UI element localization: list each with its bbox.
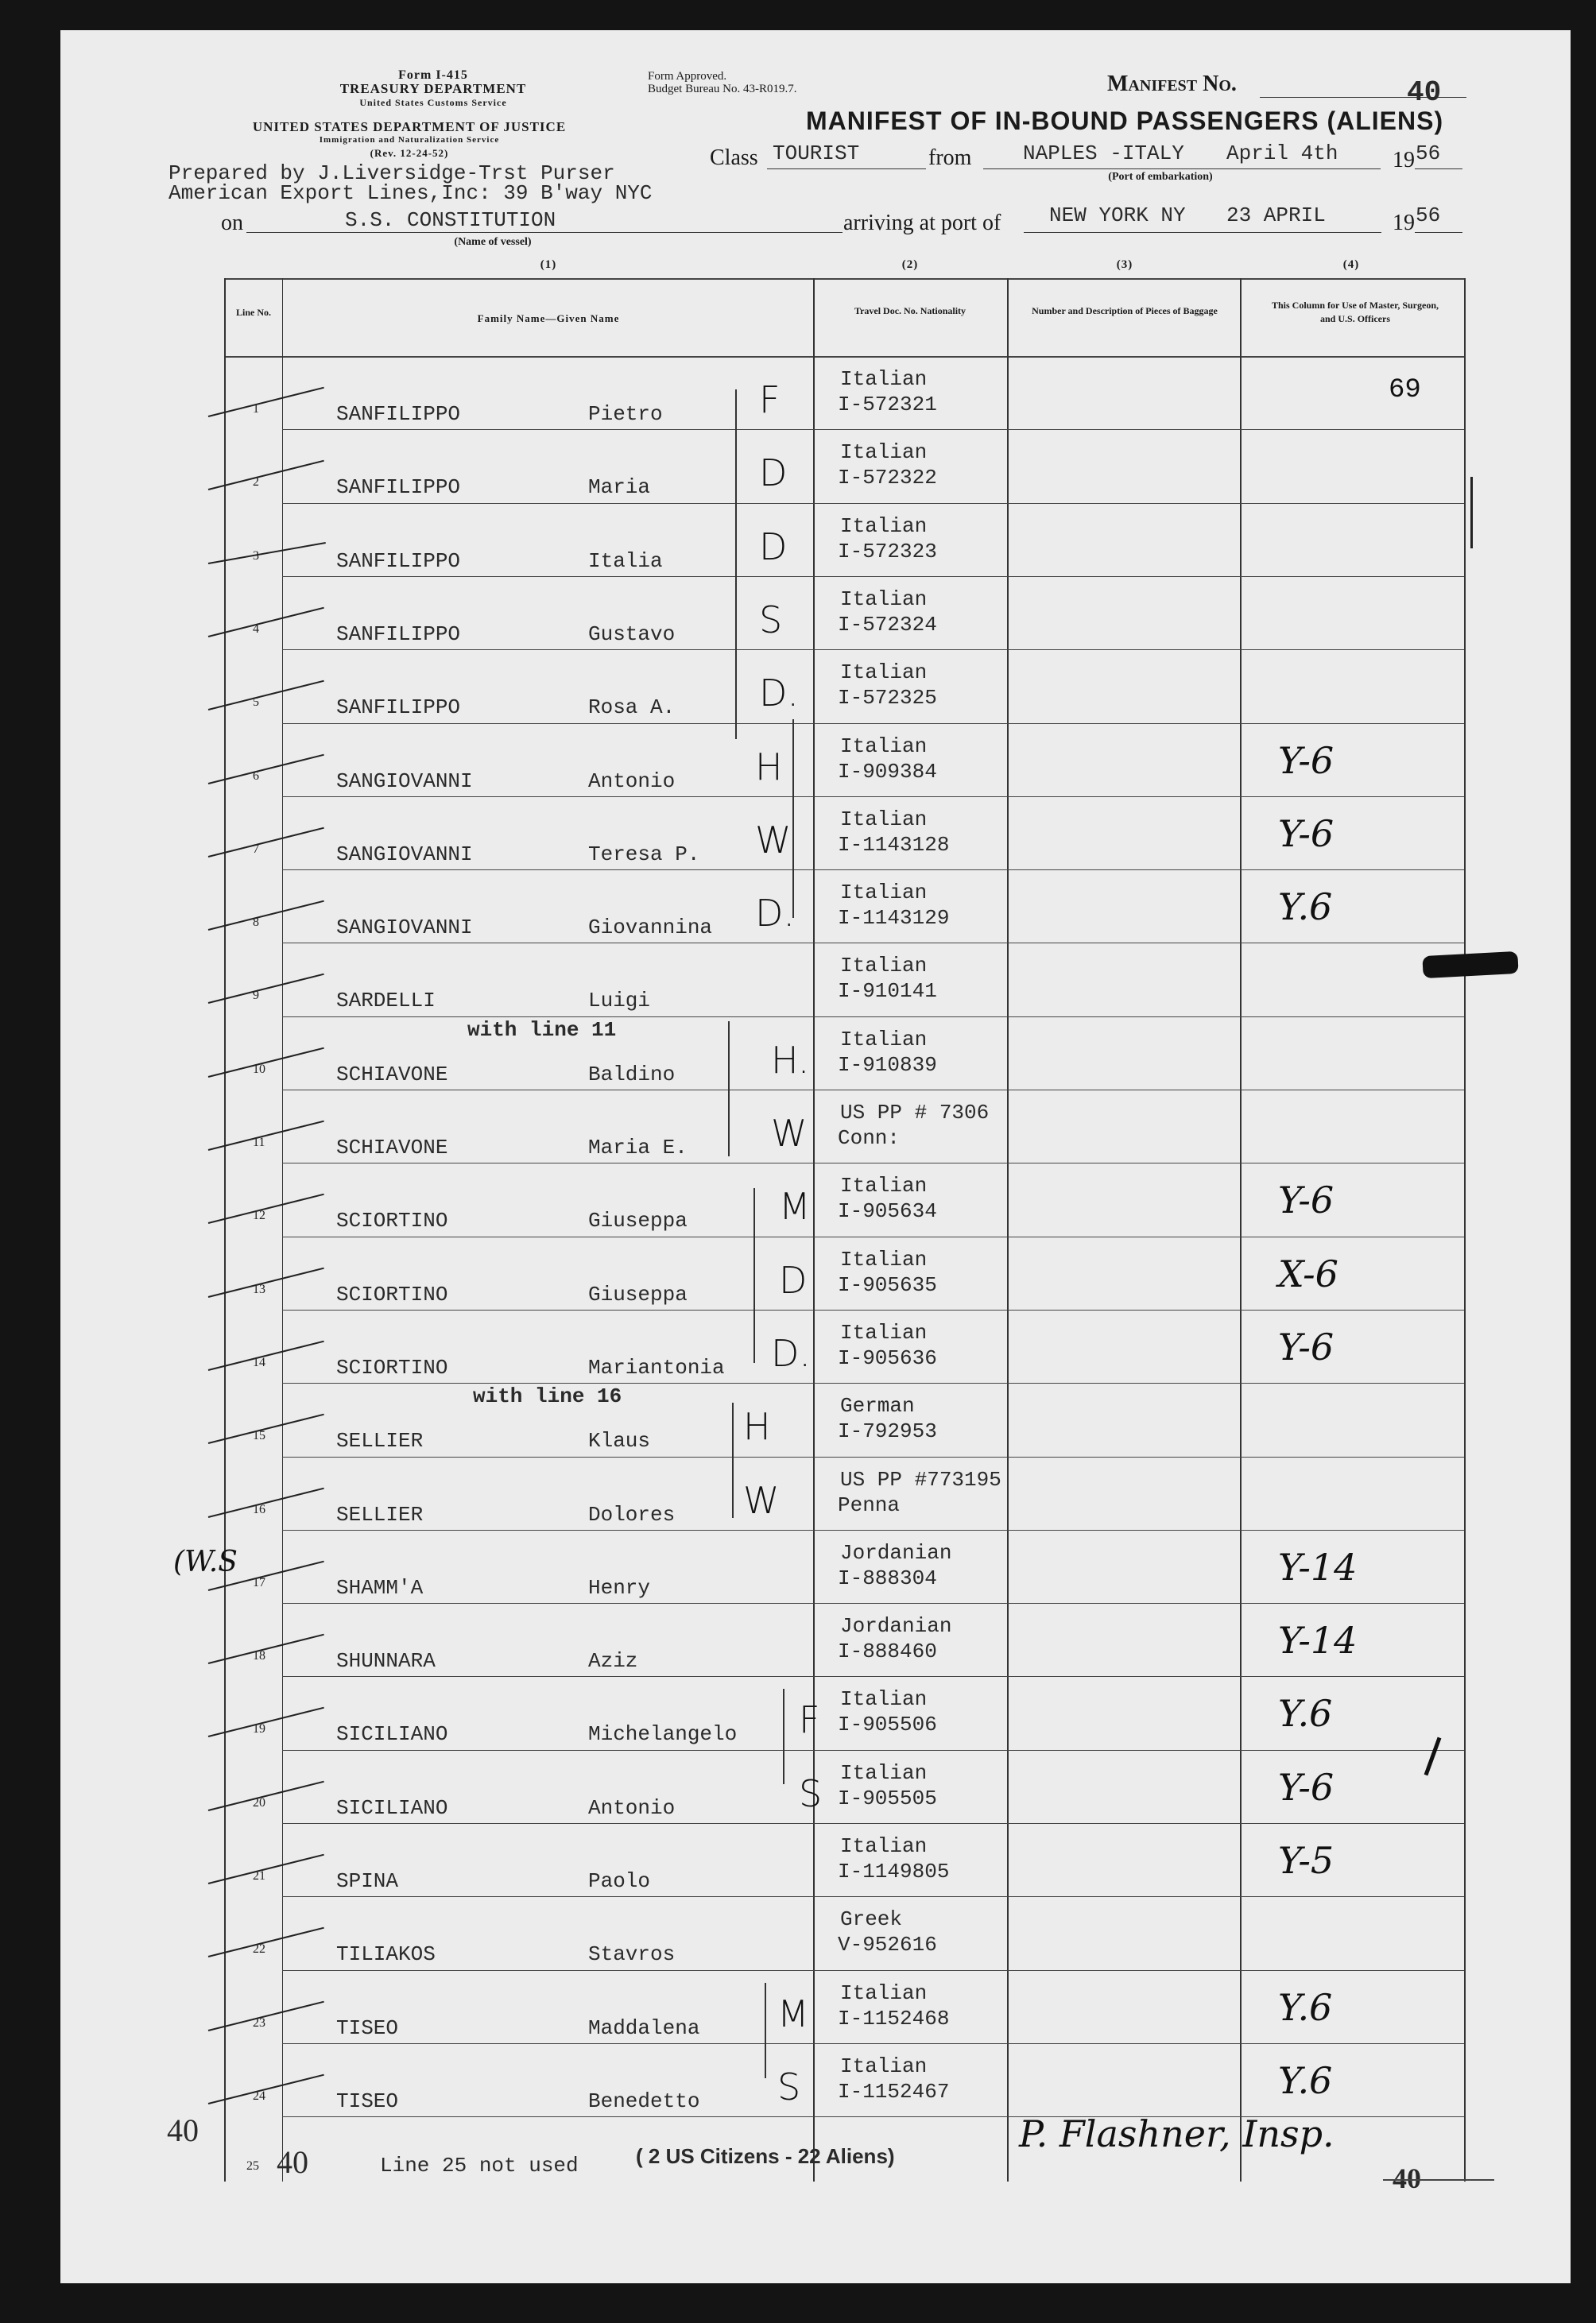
col-header-doc: Travel Doc. No. Nationality [854, 305, 967, 316]
nationality: Italian [840, 440, 928, 465]
rev-label: (Rev. 12-24-52) [370, 147, 449, 159]
given-name: Aziz [588, 1649, 638, 1674]
row-rule [282, 503, 1464, 504]
arrival-port: NEW YORK NY [1049, 203, 1186, 227]
relationship-mark: D [779, 1258, 808, 1302]
row-rule [282, 576, 1464, 577]
travel-doc-number: Penna [838, 1493, 901, 1517]
family-name: SANGIOVANNI [336, 842, 473, 866]
vessel-line [246, 232, 843, 233]
from-port: NAPLES -ITALY [1023, 141, 1184, 165]
year-prefix-2: 19 [1393, 211, 1415, 235]
row-line-no: 19 [253, 1722, 265, 1736]
header-bottom-border [224, 356, 1464, 358]
officer-note: Y-6 [1278, 811, 1335, 855]
port-embark-caption: (Port of embarkation) [1108, 171, 1213, 183]
col-number-4: (4) [1342, 258, 1360, 271]
row-rule [282, 1383, 1464, 1384]
given-name: Klaus [588, 1429, 651, 1454]
footer-count-right: 40 [1393, 2162, 1421, 2194]
footer-line-no: 25 [246, 2159, 259, 2173]
family-name: SICILIANO [336, 1795, 448, 1820]
family-name: SICILIANO [336, 1722, 448, 1747]
officer-note: Y-14 [1278, 1619, 1358, 1663]
family-name: SANGIOVANNI [336, 916, 473, 940]
ins-label: Immigration and Naturalization Service [319, 135, 500, 145]
given-name: Giovannina [588, 916, 713, 940]
arrival-line [1024, 232, 1381, 233]
nationality: Italian [840, 367, 928, 391]
officer-note: Y.6 [1278, 885, 1333, 929]
given-name: Pietro [588, 402, 663, 426]
given-name: Rosa A. [588, 695, 676, 720]
footer-not-used: Line 25 not used [380, 2154, 579, 2178]
officer-note: Y-6 [1278, 1179, 1335, 1222]
given-name: Henry [588, 1575, 651, 1600]
family-name: SANFILIPPO [336, 695, 461, 720]
row-line-no: 21 [253, 1869, 265, 1883]
row-line-no: 10 [253, 1062, 265, 1076]
group-remark: with line 16 [473, 1384, 622, 1409]
from-label: from [928, 145, 972, 170]
travel-doc-number: I-1143128 [838, 832, 950, 857]
customs-label: United States Customs Service [359, 97, 507, 108]
relationship-mark: D. [759, 672, 800, 715]
relationship-mark: D. [755, 892, 796, 935]
margin-note: (W.S [173, 1545, 238, 1578]
row-line-no: 8 [253, 916, 259, 930]
relationship-mark: S [777, 2065, 801, 2108]
relationship-mark: W [771, 1112, 808, 1155]
row-line-no: 6 [253, 769, 259, 783]
travel-doc-number: I-572325 [838, 686, 937, 710]
given-name: Michelangelo [588, 1722, 738, 1747]
officer-note: Y-6 [1278, 738, 1335, 782]
given-name: Dolores [588, 1502, 676, 1527]
travel-doc-number: I-905634 [838, 1199, 937, 1224]
nationality: Italian [840, 881, 928, 905]
row-line-no: 1 [253, 402, 259, 416]
family-name: TILIAKOS [336, 1942, 436, 1967]
row-rule [282, 1310, 1464, 1311]
vessel-caption: (Name of vessel) [454, 236, 532, 248]
row-rule [282, 649, 1464, 650]
family-bracket [735, 389, 737, 739]
nationality: Italian [840, 807, 928, 831]
family-name: SANFILIPPO [336, 475, 461, 500]
row-line-no: 9 [253, 989, 259, 1003]
family-name: SELLIER [336, 1429, 424, 1454]
nationality: Italian [840, 1027, 928, 1051]
row-line-no: 23 [253, 2015, 265, 2030]
nationality: Italian [840, 1174, 928, 1198]
family-name: TISEO [336, 2089, 399, 2113]
row-line-no: 24 [253, 2089, 265, 2103]
year-2: 56 [1416, 203, 1441, 227]
relationship-mark: D [759, 451, 788, 495]
given-name: Paolo [588, 1869, 651, 1893]
travel-doc-number: I-572324 [838, 612, 937, 637]
col-header-officers: This Column for Use of Master, Surgeon, and U.S. Officers [1271, 300, 1439, 324]
travel-doc-number: I-1152468 [838, 2006, 950, 2031]
row-line-no: 13 [253, 1282, 265, 1296]
given-name: Italia [588, 548, 663, 573]
row-line-no: 12 [253, 1209, 265, 1223]
row-rule [282, 1016, 1464, 1017]
row-line-no: 7 [253, 842, 259, 856]
arriving-label: arriving at port of [843, 211, 1001, 235]
family-name: SCIORTINO [336, 1209, 448, 1233]
row-rule [282, 1750, 1464, 1751]
prepared-line-1: Prepared by J.Liversidge-Trst Purser [169, 161, 615, 185]
travel-doc-number: I-572323 [838, 539, 937, 563]
col-number-3: (3) [1116, 258, 1133, 271]
footer-count-left: 40 [167, 2112, 199, 2148]
relationship-mark: S [759, 598, 783, 641]
row-line-no: 5 [253, 695, 259, 710]
year-line-2 [1415, 232, 1462, 233]
travel-doc-number: I-905506 [838, 1713, 937, 1737]
family-name: SELLIER [336, 1502, 424, 1527]
row-rule [282, 1896, 1464, 1897]
travel-doc-number: I-905505 [838, 1786, 937, 1810]
row-line-no: 17 [253, 1575, 265, 1589]
family-name: SCIORTINO [336, 1355, 448, 1380]
group-remark: with line 11 [467, 1017, 617, 1042]
col-number-2: (2) [901, 258, 919, 271]
family-name: SCHIAVONE [336, 1062, 448, 1086]
ink-bracket-mark [1470, 477, 1473, 548]
travel-doc-number: I-572321 [838, 393, 937, 416]
travel-doc-number: I-905636 [838, 1345, 937, 1370]
travel-doc-number: I-1149805 [838, 1860, 950, 1884]
travel-doc-number: I-888460 [838, 1640, 937, 1664]
year-line-1 [1415, 168, 1462, 169]
class-label: Class [710, 145, 758, 170]
footer-count-inline: 40 [277, 2144, 308, 2180]
travel-doc-number: V-952616 [838, 1933, 937, 1957]
year-prefix-1: 19 [1393, 148, 1415, 172]
nationality: US PP #773195 [840, 1467, 1001, 1492]
travel-doc-number: I-1152467 [838, 2079, 950, 2104]
travel-doc-number: I-792953 [838, 1419, 937, 1444]
travel-doc-number: I-572322 [838, 466, 937, 490]
travel-doc-number: I-1143129 [838, 906, 950, 931]
travel-doc-number: I-888304 [838, 1566, 937, 1590]
row-rule [282, 723, 1464, 724]
family-name: SANFILIPPO [336, 548, 461, 573]
row-rule [282, 1530, 1464, 1531]
officer-note: 69 [1389, 375, 1421, 405]
from-date: April 4th [1226, 141, 1338, 165]
row-rule [282, 1823, 1464, 1824]
relationship-mark: F [799, 1698, 820, 1742]
family-name: SANGIOVANNI [336, 769, 473, 793]
row-rule [282, 1457, 1464, 1458]
approved-label: Form Approved. [648, 70, 727, 83]
relationship-mark: D [759, 525, 788, 568]
family-name: SANFILIPPO [336, 402, 461, 426]
manifest-title: MANIFEST OF IN-BOUND PASSENGERS (ALIENS) [806, 106, 1444, 135]
officer-note: Y-6 [1278, 1325, 1335, 1369]
officer-note: Y-14 [1278, 1545, 1358, 1589]
row-line-no: 3 [253, 548, 259, 563]
class-value: TOURIST [773, 141, 860, 165]
row-line-no: 22 [253, 1942, 265, 1957]
row-rule [282, 429, 1464, 430]
nationality: Italian [840, 1247, 928, 1272]
given-name: Giuseppa [588, 1209, 688, 1233]
col-header-name: Family Name—Given Name [477, 312, 620, 324]
family-name: SHUNNARA [336, 1649, 436, 1674]
vessel-name: S.S. CONSTITUTION [345, 208, 556, 232]
family-bracket [732, 1403, 734, 1518]
given-name: Giuseppa [588, 1282, 688, 1307]
table-left-border [224, 278, 226, 2182]
on-label: on [221, 211, 243, 235]
budget-label: Budget Bureau No. 43-R019.7. [648, 83, 797, 95]
travel-doc-number: I-909384 [838, 759, 937, 784]
col-header-line: Line No. [235, 307, 271, 318]
row-line-no: 4 [253, 621, 259, 636]
row-line-no: 16 [253, 1502, 265, 1516]
given-name: Teresa P. [588, 842, 700, 866]
nationality: Italian [840, 513, 928, 538]
footer-right-rule [1383, 2179, 1494, 2181]
nationality: Jordanian [840, 1614, 952, 1639]
row-line-no: 18 [253, 1649, 265, 1663]
family-bracket [765, 1983, 766, 2078]
row-line-no: 15 [253, 1429, 265, 1443]
from-line [983, 168, 1381, 169]
nationality: Italian [840, 734, 928, 758]
family-bracket [753, 1188, 755, 1363]
row-line-no: 14 [253, 1355, 265, 1369]
officer-note: Y.6 [1278, 1692, 1333, 1736]
row-rule [282, 2043, 1464, 2044]
family-name: SARDELLI [336, 989, 436, 1013]
manifest-no-label: Manifest No. [1107, 72, 1237, 96]
relationship-mark: W [755, 818, 792, 861]
given-name: Maria E. [588, 1136, 688, 1160]
relationship-mark: F [759, 378, 781, 421]
nationality: Italian [840, 954, 928, 978]
nationality: Italian [840, 587, 928, 611]
nationality: Italian [840, 1687, 928, 1712]
form-number: Form I-415 [398, 68, 468, 82]
family-name: SANFILIPPO [336, 621, 461, 646]
nationality: German [840, 1394, 915, 1419]
prepared-line-2: American Export Lines,Inc: 39 B'way NYC [169, 181, 653, 205]
given-name: Gustavo [588, 621, 676, 646]
arrival-date: 23 APRIL [1226, 203, 1326, 227]
given-name: Luigi [588, 989, 651, 1013]
footer-summary: ( 2 US Citizens - 22 Aliens) [636, 2144, 895, 2168]
nationality: Italian [840, 660, 928, 685]
manifest-number: 40 [1407, 76, 1442, 109]
nationality: Italian [840, 2054, 928, 2078]
doj-label: UNITED STATES DEPARTMENT OF JUSTICE [252, 119, 567, 134]
given-name: Antonio [588, 1795, 676, 1820]
relationship-mark: S [799, 1771, 823, 1815]
nationality: Jordanian [840, 1540, 952, 1565]
year-1: 56 [1416, 141, 1441, 165]
given-name: Mariantonia [588, 1355, 725, 1380]
row-rule [282, 796, 1464, 797]
relationship-mark: D. [771, 1331, 812, 1375]
family-name: TISEO [336, 2015, 399, 2040]
table-top-border [224, 278, 1464, 280]
travel-doc-number: I-910839 [838, 1052, 937, 1077]
officer-note: Y-6 [1278, 1765, 1335, 1809]
relationship-mark: M [779, 1185, 811, 1229]
officer-note: X-6 [1278, 1252, 1338, 1295]
travel-doc-number: I-910141 [838, 979, 937, 1004]
row-line-no: 2 [253, 475, 259, 490]
officer-note: Y.6 [1278, 1985, 1333, 2029]
nationality: Greek [840, 1907, 903, 1932]
nationality: Italian [840, 1320, 928, 1345]
given-name: Stavros [588, 1942, 676, 1967]
travel-doc-number: Conn: [838, 1126, 901, 1150]
officer-note: Y-5 [1278, 1839, 1335, 1882]
family-name: SCHIAVONE [336, 1136, 448, 1160]
row-rule [282, 869, 1464, 870]
row-rule [282, 1676, 1464, 1677]
family-bracket [783, 1689, 784, 1784]
family-name: SHAMM'A [336, 1575, 424, 1600]
given-name: Baldino [588, 1062, 676, 1086]
nationality: Italian [840, 1834, 928, 1858]
row-line-no: 20 [253, 1795, 265, 1810]
col-header-baggage: Number and Description of Pieces of Baggage [1032, 305, 1218, 316]
family-name: SCIORTINO [336, 1282, 448, 1307]
nationality: Italian [840, 1980, 928, 2005]
manifest-sheet [60, 30, 1571, 2283]
row-rule [282, 1970, 1464, 1971]
row-line-no: 11 [253, 1136, 265, 1149]
travel-doc-number: I-905635 [838, 1272, 937, 1297]
table-right-border [1464, 278, 1466, 2182]
col-number-1: (1) [540, 258, 557, 271]
given-name: Antonio [588, 769, 676, 793]
nationality: US PP # 7306 [840, 1101, 990, 1125]
given-name: Maddalena [588, 2015, 700, 2040]
given-name: Maria [588, 475, 651, 500]
family-bracket [792, 719, 794, 918]
inspector-signature: P. Flashner, Insp. [1019, 2112, 1335, 2155]
treasury-label: TREASURY DEPARTMENT [339, 81, 527, 96]
relationship-mark: H [743, 1405, 771, 1449]
row-rule [282, 1603, 1464, 1604]
family-bracket [728, 1021, 730, 1156]
officer-note: Y.6 [1278, 2058, 1333, 2102]
given-name: Benedetto [588, 2089, 700, 2113]
relationship-mark: M [777, 1992, 809, 2035]
family-name: SPINA [336, 1869, 399, 1893]
relationship-mark: H [755, 745, 783, 788]
relationship-mark: H. [771, 1038, 810, 1082]
class-line [767, 168, 926, 169]
nationality: Italian [840, 1760, 928, 1785]
relationship-mark: W [743, 1478, 780, 1522]
